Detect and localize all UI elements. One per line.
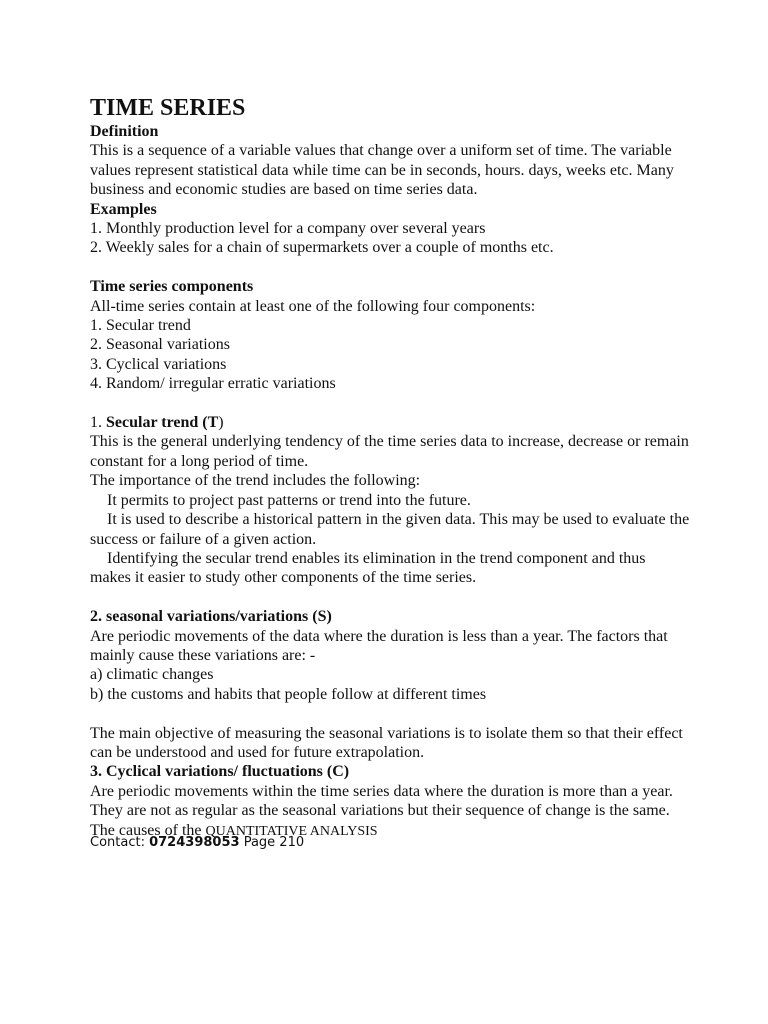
components-heading: Time series components	[90, 278, 254, 296]
definition-heading: Definition	[90, 123, 159, 140]
page-number: Page 210	[239, 835, 305, 850]
secular-symbol: T	[207, 414, 219, 432]
spacer	[90, 704, 690, 723]
cyclical-paragraph	[90, 782, 690, 841]
page-footer	[90, 835, 304, 850]
secular-importance: The importance of the trend includes the following:	[90, 472, 421, 490]
secular-point: It permits to project past patterns or trend into the future.	[107, 491, 471, 509]
secular-point	[90, 549, 690, 588]
definition-text: This is a sequence of a variable values that change over a uniform set of time. The variable values represent statistical data while time can be in seconds, hours. days, weeks etc. Many business and economic studies are based on time series data.	[90, 142, 674, 199]
examples-heading: Examples	[90, 200, 157, 218]
component-item: 4. Random/ irregular erratic variations	[90, 375, 336, 393]
spacer	[90, 588, 690, 607]
seasonal-item: a) climatic changes	[90, 666, 214, 684]
spacer	[90, 258, 690, 277]
secular-point-text: It is used to describe a historical pattern in the given data. This may be used to evaluate the success or failure of a given action.	[90, 511, 690, 548]
component-item: 1. Secular trend	[90, 317, 191, 335]
secular-title: Secular trend (	[106, 414, 208, 432]
seasonal-text: Are periodic movements of the data where the duration is less than a year. The factors that mainly cause these variations are: -	[90, 627, 668, 664]
component-item: 3. Cyclical variations	[90, 355, 227, 373]
example-item: 1. Monthly production level for a company over several years	[90, 220, 486, 238]
secular-close: )	[218, 414, 224, 432]
seasonal-heading: 2. seasonal variations/variations (S)	[90, 608, 332, 626]
seasonal-objective: The main objective of measuring the seasonal variations is to isolate them so that their effect can be understood and used for future extrapolation.	[90, 724, 683, 761]
example-item: 2. Weekly sales for a chain of supermarkets over a couple of months etc.	[90, 239, 554, 257]
component-item: 2. Seasonal variations	[90, 336, 230, 354]
secular-heading	[90, 413, 690, 432]
secular-point	[90, 510, 690, 549]
seasonal-item: b) the customs and habits that people follow at different times	[90, 685, 487, 703]
cyclical-text: Are periodic movements within the time series data where the duration is more than a year. They are not as regular as the seasonal variations but their sequence of change is the same. The causes of the	[90, 782, 673, 839]
running-head: QUANTITATIVE ANALYSIS	[205, 823, 378, 839]
secular-number: 1.	[90, 414, 106, 432]
contact-phone: 0724398053	[149, 835, 240, 850]
contact-label: Contact:	[90, 835, 150, 850]
cyclical-heading: 3. Cyclical variations/ fluctuations (C)	[90, 763, 350, 781]
page-title: TIME SERIES	[90, 95, 246, 121]
document-body	[90, 94, 690, 841]
secular-point-text: Identifying the secular trend enables its elimination in the trend component and thus makes it easier to study other components of the time series.	[90, 549, 646, 587]
secular-text: This is the general underlying tendency of the time series data to increase, decrease or remain constant for a long period of time.	[90, 433, 689, 470]
spacer	[90, 394, 690, 413]
components-intro: All-time series contain at least one of the following four components:	[90, 297, 536, 315]
